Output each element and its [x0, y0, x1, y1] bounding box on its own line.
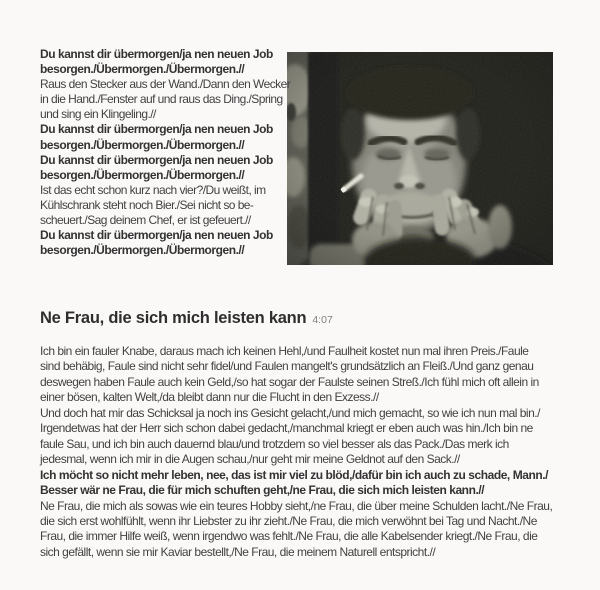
lyric-line: einer bösen, kalten Welt,/da bleibt dann nur die Flucht in den Exzess.//: [40, 390, 379, 405]
lyric-line: Frau, die immer Hilfe weiß, wenn irgendwo was fehlt./Ne Frau, die alle Kabelsender kriegt./Ne Frau, die: [40, 529, 538, 544]
lyric-line: jedesmal, wenn ich mir in die Augen schau,/nur geht mir meine Geldnot auf den Sack.//: [40, 452, 460, 467]
song-title: Ne Frau, die sich mich leisten kann: [40, 309, 307, 327]
lyric-line: in die Hand./Fenster auf und raus das Ding./Spring: [40, 92, 283, 107]
lyric-line: Du kannst dir übermorgen/ja nen neuen Job: [40, 152, 273, 167]
lyric-line: Du kannst dir übermorgen/ja nen neuen Job: [40, 47, 273, 61]
lyric-line: Ich bin ein fauler Knabe, daraus mach ich keinen Hehl,/und Faulheit kostet nun mal ihren Preis./Faule: [40, 344, 529, 358]
lyric-line: faule Sau, und ich bin auch dauernd blau/und trotzdem so viel besser als das Pack./Das merk ich: [40, 436, 509, 451]
lyric-line: Kühlschrank steht noch Bier./Sei nicht so be-: [40, 197, 254, 212]
lyric-line: Und doch hat mir das Schicksal ja noch ins Gesicht gelacht,/und mich gemacht, so wie ich nun mal bin./: [40, 405, 540, 420]
lyric-line: die sich erst wohlfühlt, wenn ihr Liebster zu ihr zieht./Ne Frau, die mich verwöhnt bei Tag und Nacht./Ne: [40, 513, 537, 528]
lyrics-block-ne-frau: [40, 344, 574, 560]
artist-photo-graphic: [287, 52, 553, 265]
lyric-line: besorgen./Übermorgen./Übermorgen.//: [40, 243, 245, 258]
lyric-line: Du kannst dir übermorgen/ja nen neuen Job: [40, 228, 273, 243]
lyrics-block-uebermorgen: [40, 47, 300, 258]
lyric-line: und sing ein Klingeling.//: [40, 107, 156, 122]
song-duration: 4:07: [312, 314, 333, 326]
lyric-line: scheuert./Sag deinem Chef, er ist gefeuert.//: [40, 213, 251, 228]
lyric-line: Du kannst dir übermorgen/ja nen neuen Job: [40, 122, 273, 137]
lyric-line: Raus den Stecker aus der Wand./Dann den Wecker: [40, 77, 291, 92]
lyric-line: besorgen./Übermorgen./Übermorgen.//: [40, 137, 245, 152]
lyric-line: Ne Frau, die mich als sowas wie ein teures Hobby sieht,/ne Frau, die über meine Schulden lacht./Ne Frau,: [40, 498, 553, 513]
lyric-line: Irgendetwas hat der Herr sich schon dabei gedacht,/manchmal kriegt er eben auch was hin./Ich bin ne: [40, 421, 533, 436]
song-title-row: [40, 309, 333, 328]
lyric-line: sind behäbig, Faule sind nicht sehr fidel/und Faulen mangelt's grundsätzlich an Fleiß./Und ganz genau: [40, 359, 534, 374]
lyric-line: Besser wär ne Frau, die für mich schuften geht,/ne Frau, die sich mich leisten kann.//: [40, 483, 485, 498]
lyric-line: besorgen./Übermorgen./Übermorgen.//: [40, 167, 245, 182]
lyric-line: deswegen haben Faule auch kein Geld,/so hat sogar der Faulste seinen Streß./Ich fühl mich oft allein in: [40, 374, 539, 389]
lyric-line: sich gefällt, wenn sie mir Kaviar bestellt,/Ne Frau, die meinem Naturell entspricht.//: [40, 544, 436, 559]
artist-photo: [287, 52, 553, 265]
lyric-line: Ist das echt schon kurz nach vier?/Du weißt, im: [40, 182, 266, 197]
lyric-line: Ich möcht so nicht mehr leben, nee, das ist mir viel zu blöd,/dafür bin ich auch zu schade, Mann./: [40, 467, 548, 482]
lyric-line: besorgen./Übermorgen./Übermorgen.//: [40, 62, 245, 77]
